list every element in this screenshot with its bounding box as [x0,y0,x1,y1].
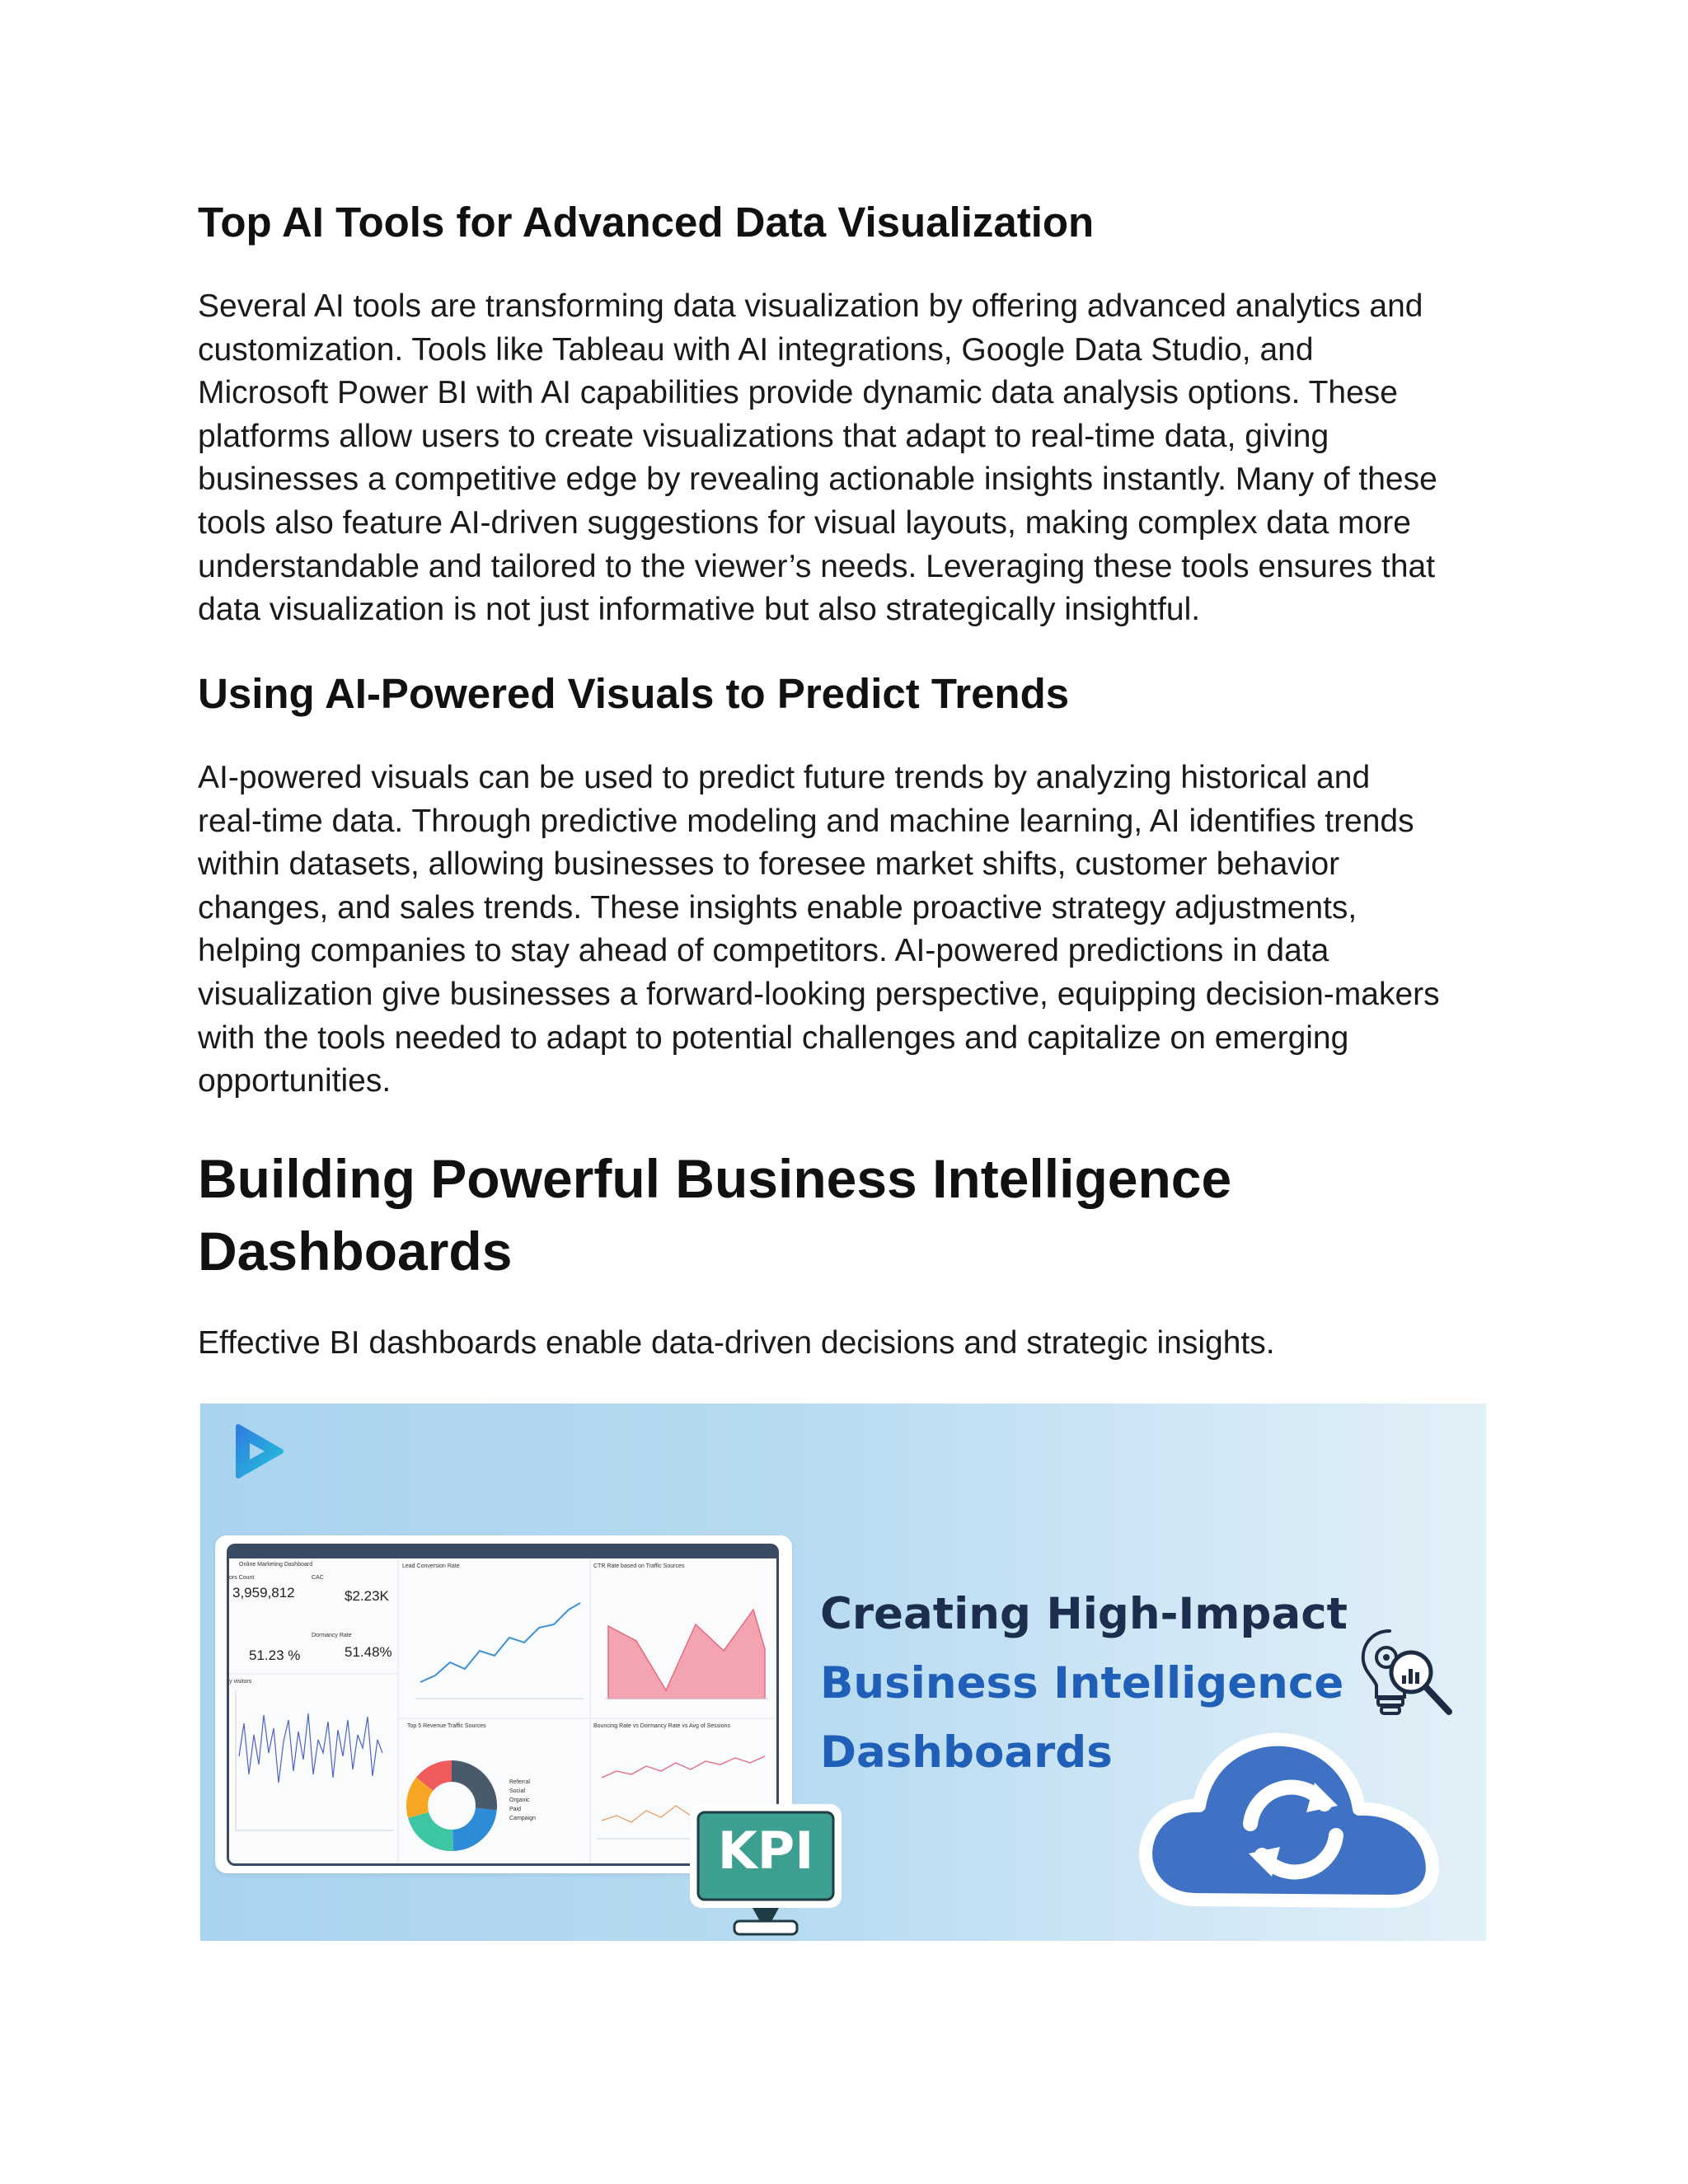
kpi-value: $2.23K [345,1588,389,1604]
paragraph-line: tools also feature AI-driven suggestions for visual layouts, making complex data more [198,504,1411,541]
paragraph-line: real-time data. Through predictive modeling and machine learning, AI identifies trends [198,803,1414,839]
legend-item: Referral [509,1779,530,1785]
paragraph-line: AI-powered visuals can be used to predict future trends by analyzing historical and [198,760,1371,795]
panel-title-visitors: y visitors [229,1679,252,1685]
paragraph-line: customization. Tools like Tableau with AI integrations, Google Data Studio, and [198,331,1314,368]
section-paragraph-ai-tools [198,285,1500,632]
kpi-label: KPI [717,1821,814,1881]
main-heading [198,1142,1517,1287]
kpi-value: 3,959,812 [232,1585,295,1601]
kpi-label: Dormancy Rate [312,1633,352,1638]
intro-text: Effective BI dashboards enable data-driven decisions and strategic insights. [198,1325,1275,1361]
legend-item: Campaign [509,1816,536,1821]
section-heading-ai-tools: Top AI Tools for Advanced Data Visualization [198,199,1095,246]
paragraph-line: understandable and tailored to the viewer’s needs. Leveraging these tools ensures that [198,548,1436,584]
bi-dashboard-banner [200,1404,1486,1941]
paragraph-line: changes, and sales trends. These insights enable proactive strategy adjustments, [198,889,1357,926]
paragraph-line: within datasets, allowing businesses to foresee market shifts, customer behavior [198,846,1340,883]
kpi-value: 51.23 % [249,1647,301,1663]
paragraph-line: Several AI tools are transforming data visualization by offering advanced analytics and [198,288,1423,324]
donut-legend [509,1778,536,1823]
panel-title-conversion: Lead Conversion Rate [402,1563,460,1569]
ctr-area-chart [605,1610,768,1699]
conversion-line-chart [415,1603,584,1699]
paragraph-line: Microsoft Power BI with AI capabilities provide dynamic data analysis options. These [198,375,1398,411]
paragraph-line: businesses a competitive edge by revealing actionable insights instantly. Many of these [198,462,1437,498]
paragraph-line: with the tools needed to adapt to potential challenges and capitalize on emerging [198,1019,1349,1056]
panel-title-top5: Top 5 Revenue Traffic Sources [407,1723,486,1729]
paragraph-line: helping companies to stay ahead of competitors. AI-powered predictions in data [198,933,1329,969]
legend-item: Organic [509,1797,530,1803]
banner-title-line: Business Intelligence [820,1658,1344,1708]
section-heading-predict-trends: Using AI-Powered Visuals to Predict Trends [198,670,1070,717]
panel-title-bounce: Bouncing Rate vs Dormancy Rate vs Avg of Sessions [593,1723,731,1729]
cloud-sync-icon [1138,1704,1447,1911]
kpi-value: 51.48% [345,1644,392,1660]
section-paragraph-predict-trends [198,757,1500,1104]
panel-title-ctr: CTR Rate based on Traffic Sources [593,1563,685,1569]
paragraph-line: data visualization is not just informative but also strategically insightful. [198,592,1201,628]
dashboard-name: Online Marketing Dashboard [239,1562,313,1568]
legend-item: Paid [509,1807,522,1812]
main-heading-line: Dashboards [198,1221,513,1282]
main-heading-line: Building Powerful Business Intelligence [198,1148,1232,1209]
kpi-label: ors Count [229,1575,255,1581]
top5-donut-chart [417,1771,486,1840]
visitors-line-chart [236,1690,394,1830]
paragraph-line: opportunities. [198,1063,392,1099]
kpi-label: CAC [312,1575,324,1581]
legend-item: Social [509,1788,526,1794]
banner-title-line: Creating High-Impact [820,1589,1348,1639]
play-logo-icon [233,1422,286,1481]
paragraph-line: visualization give businesses a forward-looking perspective, equipping decision-makers [198,976,1440,1012]
banner-title-line: Dashboards [820,1727,1113,1778]
paragraph-line: platforms allow users to create visualizations that adapt to real-time data, giving [198,418,1329,454]
